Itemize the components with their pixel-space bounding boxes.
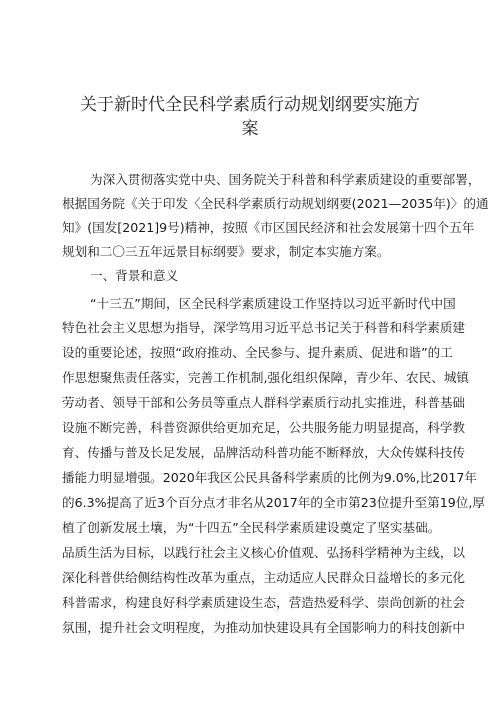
document-title-line-2: 案 bbox=[241, 119, 259, 139]
body-text-line: 劳动者、领导干部和公务员等重点人群科学素质行动扎实推进，科普基础 bbox=[62, 395, 465, 410]
body-text-line: 播能力明显增强。2020年我区公民具备科学素质的比例为9.0%,比2017年 bbox=[62, 470, 477, 485]
body-text-line: 品质生活为目标，以践行社会主义核心价值观、弘扬科学精神为主线，以 bbox=[62, 545, 465, 560]
body-text-line: 氛围，提升社会文明程度，为推动加快建设具有全国影响力的科技创新中 bbox=[62, 620, 465, 635]
body-text-line: 设施不断完善，科普资源供给更加充足，公共服务能力明显提高，科学教 bbox=[62, 420, 465, 435]
body-text-line: “十三五”期间，区全民科学素质建设工作坚持以习近平新时代中国 bbox=[90, 296, 456, 311]
body-text-line: 的6.3%提高了近3个百分点才非名从2017年的全市第23位提升至第19位,厚 bbox=[62, 495, 485, 510]
section-heading: 一、背景和意义 bbox=[90, 268, 179, 283]
body-text-line: 深化科普供给侧结构性改革为重点，主动适应人民群众日益增长的多元化 bbox=[62, 570, 465, 585]
body-text-line: 根据国务院《关于印发〈全民科学素质行动规划纲要(2021—2035年)〉的通 bbox=[62, 196, 489, 211]
body-text-line: 科普需求，构建良好科学素质建设生态，营造热爱科学、崇尚创新的社会 bbox=[62, 595, 465, 610]
body-text-line: 设的重要论述，按照“政府推动、全民参与、提升素质、促进和谐”的工 bbox=[62, 345, 453, 360]
body-text-line: 规划和二〇三五年远景目标纲要》要求，制定本实施方案。 bbox=[62, 244, 390, 259]
body-text-line: 特色社会主义思想为指导，深学笃用习近平总书记关于科普和科学素质建 bbox=[62, 320, 465, 335]
body-text-line: 育、传播与普及长足发展，品牌活动科普功能不断释放，大众传媒科技传 bbox=[62, 445, 465, 460]
body-text-line: 为深入贯彻落实党中央、国务院关于科普和科学素质建设的重要部署， bbox=[90, 172, 481, 187]
body-text-line: 作思想聚焦责任落实，完善工作机制,强化组织保障，青少年、农民、城镇 bbox=[62, 370, 470, 385]
body-text-line: 植了创新发展土壤，为“十四五”全民科学素质建设奠定了坚实基础。 bbox=[62, 520, 441, 535]
body-text-line: 知》(国发[2021]9号)精神，按照《市区国民经济和社会发展第十四个五年 bbox=[62, 220, 475, 235]
document-title-line-1: 关于新时代全民科学素质行动规划纲要实施方 bbox=[80, 95, 420, 115]
